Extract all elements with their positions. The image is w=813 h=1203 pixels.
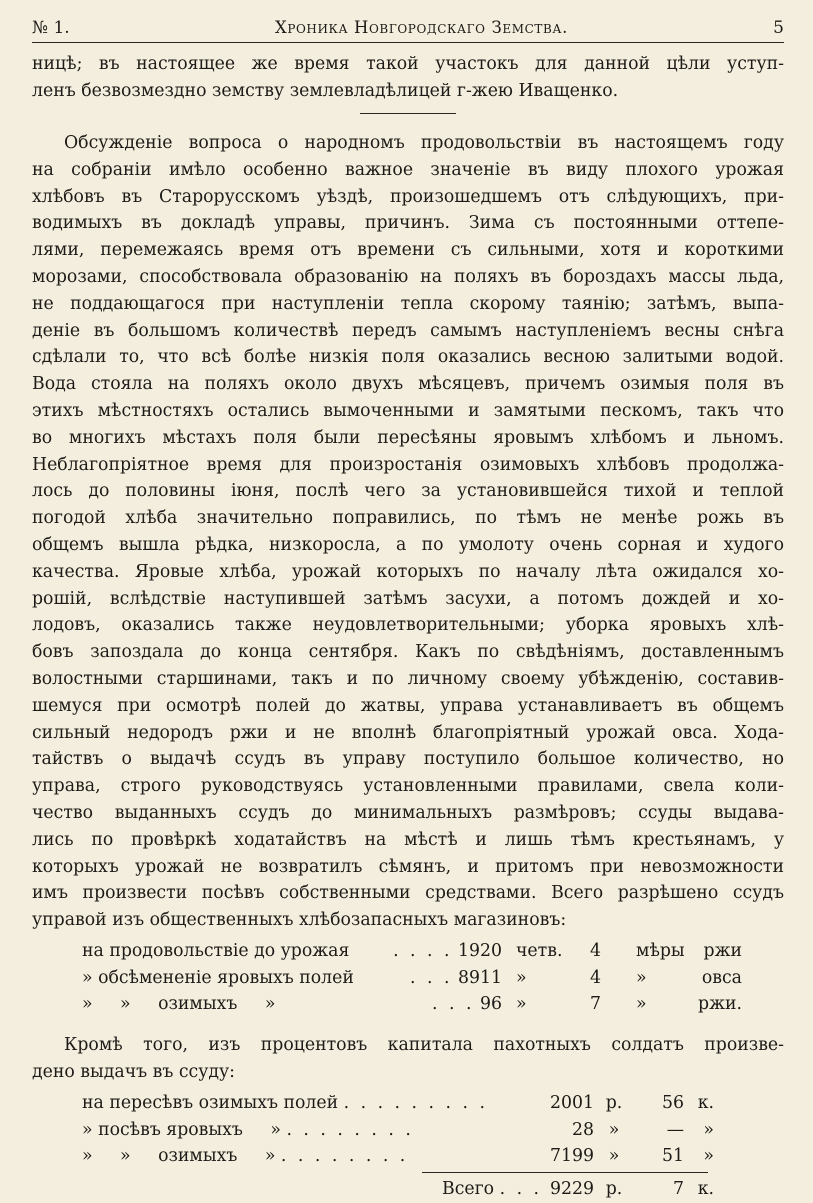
table-row — [32, 965, 784, 992]
text-line: тайствъ о выдачѣ ссудъ въ управу поступило большое количество, но — [32, 749, 784, 770]
grain-loans-table — [32, 938, 784, 1018]
main-paragraph — [32, 130, 784, 934]
text-line: имъ произвести посѣвъ собственными средствами. Всего разрѣшено ссудъ — [32, 883, 784, 904]
row-dots: . . . . . . . . — [280, 1146, 409, 1167]
text-line: дено выдачъ въ ссуду: — [32, 1062, 235, 1083]
text-line: Неблагопріятное время для произростанія озимовыхъ хлѣбовъ продолжа- — [32, 454, 784, 475]
row-label: » посѣвъ яровыхъ » — [82, 1119, 281, 1140]
table-row — [32, 991, 784, 1018]
text-line: управой изъ общественныхъ хлѣбозапасныхъ магазиновъ: — [32, 910, 567, 931]
text-line: шемуся при осмотрѣ полей до жатвы, управа устанавливаетъ въ общемъ — [32, 695, 784, 716]
row-label: на продовольствіе до урожая — [82, 940, 350, 961]
text-line: волостными старшинами, такъ и по личному своему убѣжденію, составив- — [32, 668, 784, 689]
text-line: лями, перемежаясь время отъ времени съ сильными, хотя и короткими — [32, 240, 784, 261]
text-line: рошій, вслѣдствіе наступившей затѣмъ засухи, а потомъ дождей и хо- — [32, 588, 784, 609]
text-line: управа, строго руководствуясь установленными правилами, свела коли- — [32, 776, 784, 797]
row-label: » » озимыхъ » — [82, 1146, 276, 1167]
document-page — [32, 18, 784, 1203]
text-line: Обсужденіе вопроса о народномъ продовольствіи въ настоящемъ году — [64, 132, 784, 153]
row-measure: мѣры — [636, 940, 685, 961]
row-ruble-unit: » — [608, 1146, 620, 1167]
text-line: хлѣбовъ въ Старорусскомъ уѣздѣ, произошедшемъ отъ слѣдующихъ, при- — [32, 186, 784, 207]
row-rubles: 7199 — [550, 1146, 594, 1167]
row-kopecks: 51 — [662, 1146, 684, 1167]
text-line: деніе въ большомъ количествѣ передъ самымъ наступленіемъ весны снѣга — [32, 320, 784, 341]
text-line: ленъ безвозмездно земству землевладѣлицей г-жею Иващенко. — [32, 80, 619, 101]
text-line: чество выданныхъ ссудъ до минимальныхъ размѣровъ; ссуды выдава- — [32, 802, 784, 823]
row-amount: 1920 — [458, 940, 502, 961]
running-header — [32, 18, 784, 43]
text-line: во многихъ мѣстахъ поля были пересѣяны яровымъ хлѣбомъ и льномъ. — [32, 427, 784, 448]
text-line: водимыхъ въ докладѣ управы, причинъ. Зима съ постоянными оттепе- — [32, 213, 784, 234]
section-rule — [360, 113, 456, 114]
row-dots: . . . . — [393, 940, 453, 961]
text-line: не поддающагося при наступленіи тепла скорому таянію; затѣмъ, выпа- — [32, 293, 784, 314]
row-kopeck-unit: » — [703, 1146, 714, 1167]
total-kopeck-unit: к. — [697, 1179, 714, 1200]
row-kopecks: — — [666, 1119, 684, 1140]
row-unit: » — [516, 967, 527, 988]
row-amount: 96 — [480, 994, 502, 1015]
total-label: Всего — [442, 1179, 495, 1200]
text-line: сильный недородъ ржи и не вполнѣ благопріятный урожай овса. Хода- — [32, 722, 784, 743]
page-number: 5 — [773, 18, 784, 38]
row-dots: . . . — [432, 994, 475, 1015]
second-paragraph — [32, 1032, 784, 1086]
text-line: общемъ вышла рѣдка, низкоросла, а по умолоту очень сорная и худого — [32, 534, 784, 555]
text-line: бовъ запоздала до конца сентября. Какъ по свѣдѣніямъ, доставленнымъ — [32, 642, 784, 663]
total-dots: . . . — [499, 1179, 543, 1200]
table-row — [32, 1143, 784, 1170]
text-line: на собраніи имѣло особенно важное значеніе въ виду плохого урожая — [32, 159, 784, 180]
row-dots: . . . . . . . . . — [343, 1092, 488, 1113]
row-unit: » — [516, 994, 527, 1015]
text-line: Вода стояла на поляхъ около двухъ мѣсяцевъ, причемъ озимыя поля въ — [32, 374, 784, 395]
text-line: сдѣлали то, что всѣ болѣе низкія поля оказались весною залитыми водой. — [32, 347, 784, 368]
row-qty: 4 — [590, 967, 601, 988]
row-amount: 8911 — [458, 967, 502, 988]
intro-paragraph — [32, 51, 784, 105]
text-line: морозами, способствовала образованію на поляхъ въ бороздахъ массы льда, — [32, 266, 784, 287]
row-qty: 7 — [590, 994, 601, 1015]
row-ruble-unit: » — [608, 1119, 620, 1140]
row-label: » обсѣмененіе яровыхъ полей — [82, 967, 354, 988]
row-dots: . . . . . . . . — [286, 1119, 414, 1140]
row-kopecks: 56 — [662, 1092, 684, 1113]
table-row — [32, 938, 784, 965]
row-label: » » озимыхъ » — [82, 994, 276, 1015]
row-kopeck-unit: » — [703, 1119, 714, 1140]
text-line: погодой хлѣба значительно поправились, по тѣмъ не менѣе рожь въ — [32, 508, 784, 529]
text-line: качества. Яровые хлѣба, урожай которыхъ по началу лѣта ожидался хо- — [32, 561, 784, 582]
row-label: на пересѣвъ озимыхъ полей — [82, 1092, 339, 1113]
total-rule — [422, 1172, 708, 1173]
text-line: лось до половины іюня, послѣ чего за установившейся тихой и теплой — [32, 481, 784, 502]
row-rubles: 2001 — [550, 1092, 594, 1113]
row-unit: четв. — [516, 940, 563, 961]
row-grain: ржи. — [698, 994, 742, 1015]
row-grain: овса — [701, 967, 742, 988]
row-qty: 4 — [590, 940, 601, 961]
total-ruble-unit: р. — [605, 1179, 623, 1200]
table-row — [32, 1090, 784, 1117]
money-loans-table — [32, 1090, 784, 1203]
row-measure: » — [636, 994, 647, 1015]
text-line: Кромѣ того, изъ процентовъ капитала пахотныхъ солдатъ произве- — [64, 1035, 784, 1056]
issue-number: № 1. — [32, 18, 70, 38]
table-row — [32, 1117, 784, 1144]
text-line: которыхъ урожай не возвратилъ сѣмянъ, и притомъ при невозможности — [32, 856, 784, 877]
text-line: лодовъ, оказались также неудовлетворительными; уборка яровыхъ хлѣ- — [32, 615, 784, 636]
total-row — [32, 1176, 784, 1203]
text-line: ницѣ; въ настоящее же время такой участокъ для данной цѣли уступ- — [32, 54, 784, 74]
total-rubles: 9229 — [550, 1179, 594, 1200]
journal-title: Хроника Новгородскаго Земства. — [274, 18, 568, 37]
row-dots: . . . — [410, 967, 453, 988]
text-line: лись по провѣркѣ ходатайствъ на мѣстѣ и лишь тѣмъ крестьянамъ, у — [32, 829, 784, 850]
row-ruble-unit: р. — [605, 1092, 623, 1113]
row-grain: ржи — [703, 940, 742, 961]
row-measure: » — [636, 967, 647, 988]
total-kopecks: 7 — [673, 1179, 684, 1200]
row-kopeck-unit: к. — [697, 1092, 714, 1113]
row-rubles: 28 — [572, 1119, 594, 1140]
text-line: этихъ мѣстностяхъ остались вымоченными и замятыми пескомъ, такъ что — [32, 400, 784, 421]
